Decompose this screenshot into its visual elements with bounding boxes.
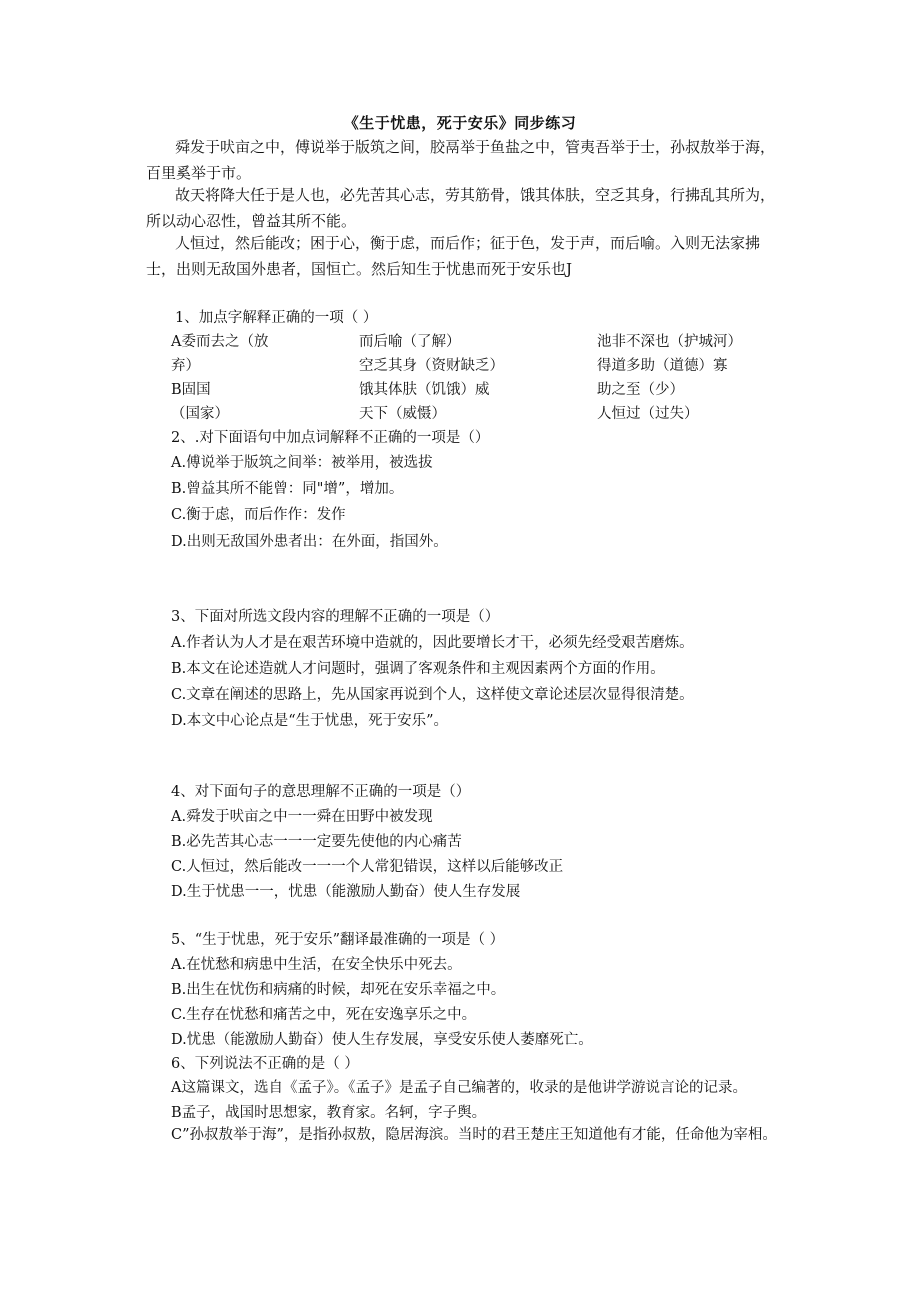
question-3-option-b: B.本文在论述造就人才问题时，强调了客观条件和主观因素两个方面的作用。 bbox=[171, 661, 665, 677]
question-5-option-d: D.忧患（能激励人勤奋）使人生存发展，享受安乐使人萎靡死亡。 bbox=[171, 1032, 593, 1048]
question-2-option-c: C.衡于虑，而后作作：发作 bbox=[171, 507, 346, 523]
question-4-option-d: D.生于忧患一一，忧患（能激励人勤奋）使人生存发展 bbox=[171, 884, 521, 900]
question-2-option-b: B.曾益其所不能曾：同"增”，增加。 bbox=[171, 481, 404, 497]
passage-paragraph-2: 故天将降大任于是人也，必先苦其心志，劳其筋骨，饿其体肤，空乏其身，行拂乱其所为，所以动心忍性，曾益其所不能。 bbox=[146, 186, 776, 230]
question-5-option-b: B.出生在忧伤和病痛的时候，却死在安乐幸福之中。 bbox=[171, 982, 506, 998]
question-3-option-c: C.文章在阐述的思路上，先从国家再说到个人，这样使文章论述层次显得很清楚。 bbox=[171, 687, 694, 703]
question-1-options-left: A委而去之（放弃） B固国 （国家） bbox=[171, 334, 269, 422]
question-1-stem: 1、加点字解释正确的一项（ ） bbox=[175, 310, 378, 326]
passage-paragraph-3: 人恒过，然后能改；困于心，衡于虑，而后作；征于色，发于声，而后喻。入则无法家拂士，出则无敌国外患者，国恒亡。然后知生于忧患而死于安乐也J bbox=[146, 234, 761, 278]
question-6-option-a: A这篇课文，选自《孟子》。《孟子》是孟子自己编著的，收录的是他讲学游说言论的记录。 bbox=[171, 1080, 747, 1096]
question-4-stem: 4、对下面句子的意思理解不正确的一项是（） bbox=[171, 784, 471, 800]
question-5-option-c: C.生存在忧愁和痛苦之中，死在安逸享乐之中。 bbox=[171, 1007, 477, 1023]
question-1-options-right: 池非不深也（护城河）得道多助（道德）寡助之至（少） 人恒过（过失） bbox=[597, 334, 735, 422]
question-4-option-b: B.必先苦其心志一一一定要先使他的内心痛苦 bbox=[171, 834, 462, 850]
question-6-stem: 6、下列说法不正确的是（ ） bbox=[171, 1056, 359, 1072]
passage-paragraph-1: 舜发于吠亩之中，傅说举于版筑之间，胶鬲举于鱼盐之中，管夷吾举于士，孙叔敖举于海，百里奚举于市。 bbox=[146, 138, 776, 182]
question-3-stem: 3、下面对所选文段内容的理解不正确的一项是（） bbox=[171, 609, 500, 625]
question-6-option-c: C”孙叔敖举于海”，是指孙叔敖，隐居海滨。当时的君王楚庄王知道他有才能，任命他为宰相。 bbox=[171, 1127, 777, 1143]
question-3-option-a: A.作者认为人才是在艰苦环境中造就的，因此要增长才干，必须先经受艰苦磨炼。 bbox=[171, 635, 694, 651]
page-title: 《生于忧患，死于安乐》同步练习 bbox=[343, 114, 577, 132]
question-4-option-a: A.舜发于吠亩之中一一舜在田野中被发现 bbox=[171, 809, 433, 825]
question-5-option-a: A.在忧愁和病患中生活，在安全快乐中死去。 bbox=[171, 957, 462, 973]
question-4-option-c: C.人恒过，然后能改一一一个人常犯错误，这样以后能够改正 bbox=[171, 859, 564, 875]
question-2-option-d: D.出则无敌国外患者出：在外面，指国外。 bbox=[171, 534, 448, 550]
question-6-option-b: B孟子，战国时思想家，教育家。名轲，字子舆。 bbox=[171, 1105, 487, 1121]
question-3-option-d: D.本文中心论点是“生于忧患，死于安乐”。 bbox=[171, 713, 449, 729]
question-1-options-middle: 而后喻（了解） 空乏其身（资财缺乏）饿其体肤（饥饿）威天下（威慑） bbox=[359, 334, 497, 422]
question-2-option-a: A.傅说举于版筑之间举：被举用，被选拔 bbox=[171, 455, 433, 471]
question-5-stem: 5、“生于忧患，死于安乐”翻译最准确的一项是（ ） bbox=[171, 932, 505, 948]
question-2-stem: 2、.对下面语句中加点词解释不正确的一项是（） bbox=[171, 430, 490, 446]
